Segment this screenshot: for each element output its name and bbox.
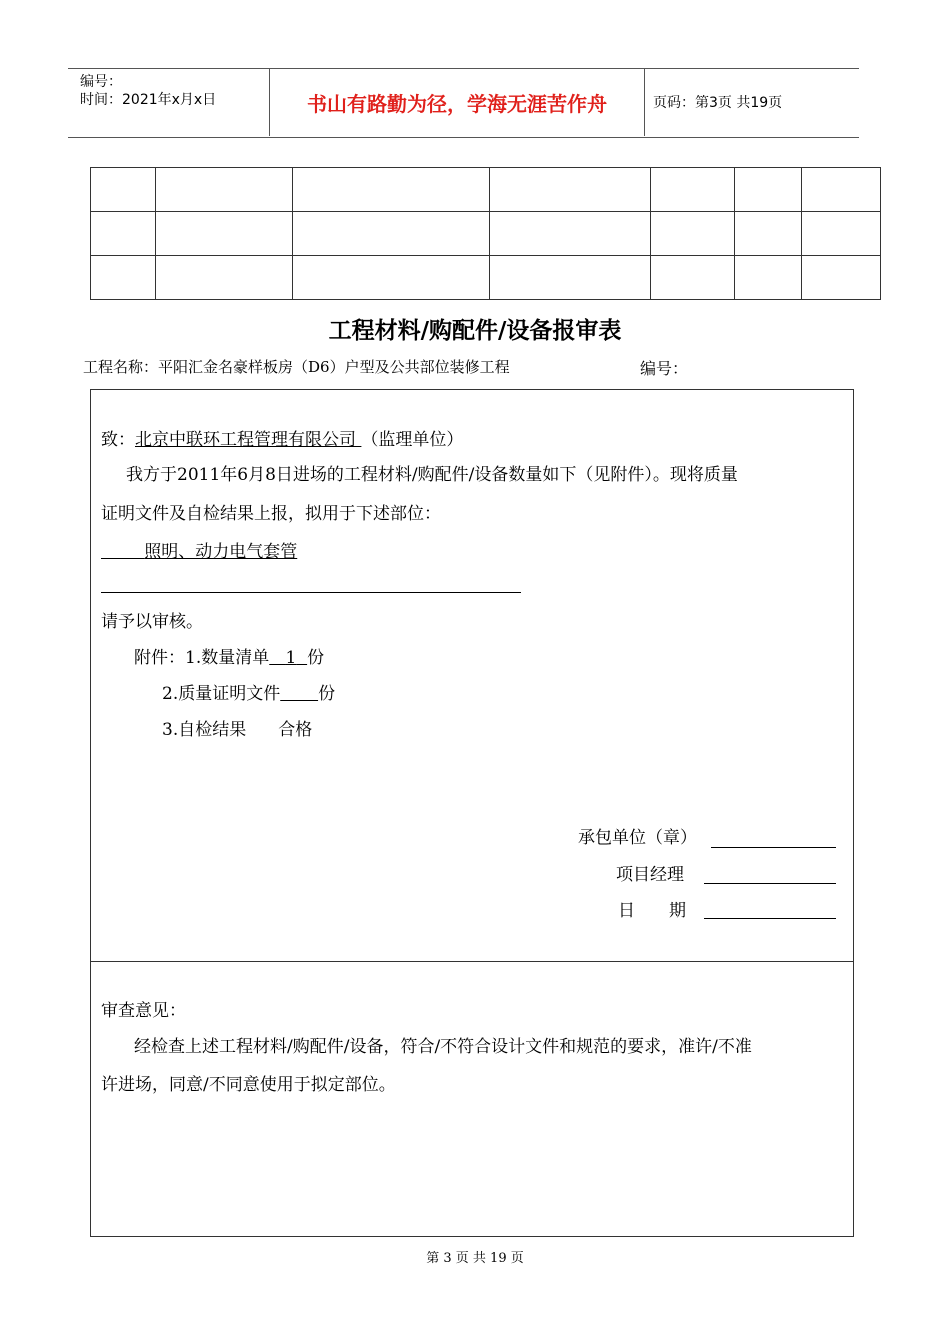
form-number-label: 编号： xyxy=(640,359,689,378)
date-line xyxy=(704,918,836,919)
review-section xyxy=(90,960,854,1237)
attachment-1-value: 1 xyxy=(285,648,297,668)
attachment-2 xyxy=(162,682,335,706)
table-row xyxy=(91,212,881,256)
header-divider xyxy=(644,68,645,136)
page-footer: 第 3 页 共 19 页 xyxy=(426,1251,524,1266)
date-label: 日 期 xyxy=(618,901,686,921)
contractor-signature-line xyxy=(711,847,836,848)
addressee-prefix: 致： xyxy=(101,430,135,450)
blank-grid-table xyxy=(90,167,881,300)
table-row xyxy=(91,256,881,300)
header-number-label: 编号： xyxy=(80,74,122,90)
paragraph-line: 我方于2011年6月8日进场的工程材料/购配件/设备数量如下（见附件）。现将质量 xyxy=(126,465,738,485)
form-title: 工程材料/购配件/设备报审表 xyxy=(328,318,622,344)
manager-label: 项目经理 xyxy=(616,865,684,885)
attachment-1-unit: 份 xyxy=(307,648,325,668)
review-label: 审查意见： xyxy=(101,1001,186,1021)
project-name: 工程名称：平阳汇金名豪样板房（D6）户型及公共部位装修工程 xyxy=(83,358,510,376)
attachment-3-value: 合格 xyxy=(278,720,313,740)
attachment-1 xyxy=(134,646,324,670)
addressee-company: 北京中联环工程管理有限公司 xyxy=(135,430,356,450)
request-text: 请予以审核。 xyxy=(101,612,203,632)
blank-underline xyxy=(101,592,521,593)
attachment-2-label: 2.质量证明文件 xyxy=(162,684,281,704)
attachment-2-unit: 份 xyxy=(318,684,336,704)
location-value: 照明、动力电气套管 xyxy=(144,542,298,562)
attachment-3-label: 3.自检结果 xyxy=(162,720,247,740)
location-line xyxy=(101,540,297,564)
manager-signature-line xyxy=(704,883,836,884)
review-text-line: 经检查上述工程材料/购配件/设备，符合/不符合设计文件和规范的要求，准许/不准 xyxy=(134,1037,752,1057)
paragraph-line: 证明文件及自检结果上报，拟用于下述部位： xyxy=(101,504,441,524)
table-row xyxy=(91,168,881,212)
header-page-info: 页码：第3页 共19页 xyxy=(653,95,783,111)
attachment-3 xyxy=(162,718,312,742)
contractor-label: 承包单位（章） xyxy=(578,828,697,848)
attachment-1-label: 附件：1.数量清单 xyxy=(134,648,270,668)
addressee-line xyxy=(101,428,463,452)
addressee-suffix: （监理单位） xyxy=(361,430,464,450)
header-motto: 书山有路勤为径，学海无涯苦作舟 xyxy=(307,91,607,116)
header-time: 时间：2021年x月x日 xyxy=(80,92,217,108)
review-text-line: 许进场，同意/不同意使用于拟定部位。 xyxy=(101,1075,396,1095)
